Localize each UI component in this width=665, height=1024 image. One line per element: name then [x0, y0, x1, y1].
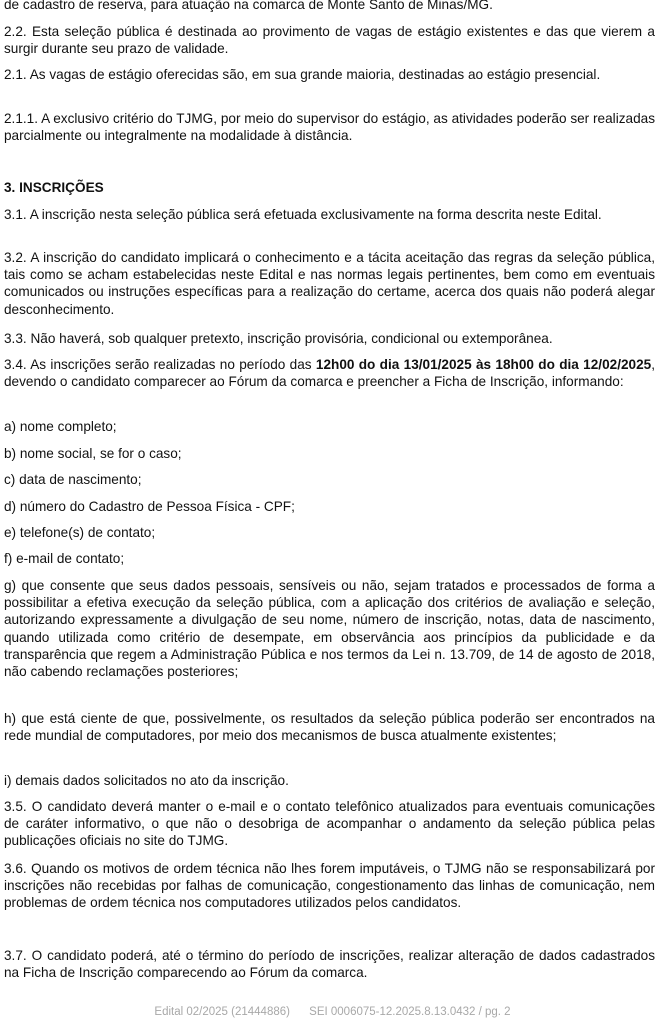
paragraph-3-6: 3.6. Quando os motivos de ordem técnica não lhes forem imputáveis, o TJMG não se responsabilizará por inscrições não recebidas por falhas de comunicação, congestionamento das linhas de comunicação, nem problemas de ordem técnica nos computadores utilizados pelos candidatos. — [4, 861, 655, 911]
list-item-c: c) data de nascimento; — [4, 472, 142, 487]
paragraph-3-4-rest: , devendo o candidato comparecer ao Fórum da comarca e preencher a Ficha de Inscrição, informando: — [4, 357, 655, 390]
paragraph-2-2: 2.2. Esta seleção pública é destinada ao provimento de vagas de estágio existentes e das que vierem a surgir durante seu prazo de validade. — [4, 24, 655, 57]
list-item-d: d) número do Cadastro de Pessoa Física - CPF; — [4, 499, 295, 514]
list-item-g: g) que consente que seus dados pessoais, sensíveis ou não, sejam tratados e processados de forma a possibilitar a efetiva execução da seleção pública, com a aplicação dos critérios de avaliação e seleção, autorizando expressamente a divulgação de seu nome, número de inscrição, notas, data de nascimento, quando utilizada como critério de desempate, em observância aos princípios da publicidade e da transparência que regem a Administração Pública e nos termos da Lei n. 13.709, de 14 de agosto de 2018, não cabendo reclamações posteriores; — [4, 578, 655, 680]
page-footer — [0, 1004, 665, 1021]
paragraph-3-2: 3.2. A inscrição do candidato implicará o conhecimento e a tácita aceitação das regras da seleção pública, tais como se acham estabelecidas neste Edital e nas normas legais pertinentes, bem como em eventuais comunicados ou instruções específicas para a realização do certame, acerca dos quais não poderá alegar desconhecimento. — [4, 250, 655, 317]
paragraph-3-1: 3.1. A inscrição nesta seleção pública será efetuada exclusivamente na forma descrita neste Edital. — [4, 207, 602, 222]
list-item-e: e) telefone(s) de contato; — [4, 525, 156, 540]
list-item-b: b) nome social, se for o caso; — [4, 446, 182, 461]
paragraph-2-1-1: 2.1.1. A exclusivo critério do TJMG, por meio do supervisor do estágio, as atividades poderão ser realizadas parcialmente ou integralmente na modalidade à distância. — [4, 111, 655, 144]
list-item-a: a) nome completo; — [4, 419, 117, 434]
footer-sei: SEI 0006075-12.2025.8.13.0432 / pg. 2 — [309, 1006, 511, 1018]
paragraph-3-4-intro: 3.4. As inscrições serão realizadas no período das — [4, 357, 316, 372]
paragraph-3-4 — [4, 356, 655, 390]
registration-period: 12h00 do dia 13/01/2025 às 18h00 do dia 12/02/2025 — [315, 357, 652, 372]
paragraph-3-7: 3.7. O candidato poderá, até o término do período de inscrições, realizar alteração de dados cadastrados na Ficha de Inscrição comparecendo ao Fórum da comarca. — [4, 948, 655, 981]
list-item-f: f) e-mail de contato; — [4, 551, 125, 566]
paragraph-3-3: 3.3. Não haverá, sob qualquer pretexto, inscrição provisória, condicional ou extemporânea. — [4, 331, 553, 346]
paragraph-3-5: 3.5. O candidato deverá manter o e-mail e o contato telefônico atualizados para eventuais comunicações de caráter informativo, o que não o desobriga de acompanhar o andamento da seleção pública pelas publicações oficiais no site do TJMG. — [4, 799, 655, 849]
paragraph-cadastro-reserva: de cadastro de reserva, para atuação na comarca de Monte Santo de Minas/MG. — [4, 0, 493, 12]
footer-edital: Edital 02/2025 (21444886) — [154, 1006, 290, 1018]
list-item-i: i) demais dados solicitados no ato da inscrição. — [4, 773, 289, 788]
section-heading-inscricoes: 3. INSCRIÇÕES — [4, 180, 104, 195]
paragraph-2-1: 2.1. As vagas de estágio oferecidas são, em sua grande maioria, destinadas ao estágio presencial. — [4, 67, 601, 82]
list-item-h: h) que está ciente de que, possivelmente, os resultados da seleção pública poderão ser encontrados na rede mundial de computadores, por meio dos mecanismos de busca atualmente existentes; — [4, 711, 655, 744]
